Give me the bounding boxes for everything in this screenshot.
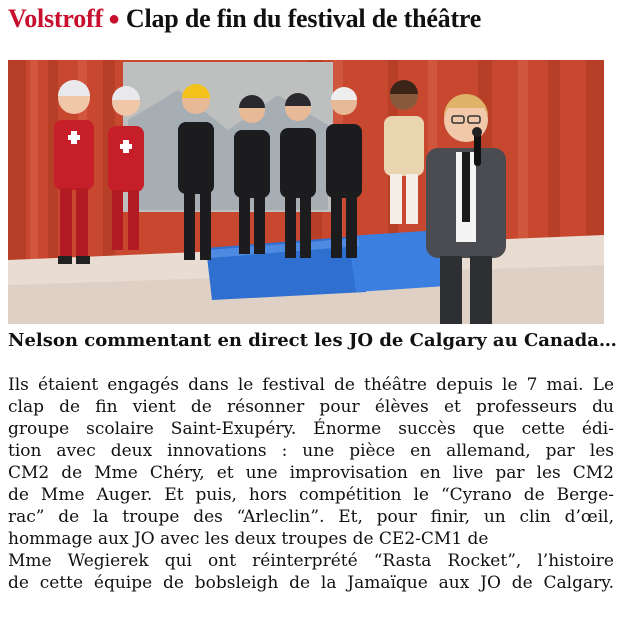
- body-line: clap de fin vient de résonner pour élèves et professeurs du: [8, 397, 614, 417]
- headline-title: Clap de fin du festival de théâtre: [125, 4, 482, 33]
- body-line: Mme Wegierek qui ont réinterprété “Rasta Rocket”, l’histoire: [8, 551, 614, 571]
- body-line: rac” de la troupe des “Arleclin”. Et, pour finir, un clin d’œil,: [8, 507, 614, 527]
- body-line: hommage aux JO avec les deux troupes de CE2-CM1 de: [8, 529, 489, 549]
- stage-photo-illustration: [8, 60, 604, 324]
- photo-caption: Nelson commentant en direct les JO de Calgary au Canada…: [8, 330, 617, 351]
- headline-place: Volstroff: [8, 4, 103, 33]
- body-line: groupe scolaire Saint-Exupéry. Énorme succès que cette édi-: [8, 419, 614, 439]
- article-photo: [8, 60, 604, 324]
- bullet-icon: ●: [107, 8, 120, 30]
- body-line: tion avec deux innovations : une pièce en allemand, par les: [8, 441, 614, 461]
- body-line: CM2 de Mme Chéry, et une improvisation en live par les CM2: [8, 463, 614, 483]
- body-line: de cette équipe de bobsleigh de la Jamaïque aux JO de Calgary.: [8, 573, 614, 593]
- article-body: [8, 374, 614, 594]
- headline: [8, 4, 481, 34]
- body-line: de Mme Auger. Et puis, hors compétition le “Cyrano de Berge-: [8, 485, 614, 505]
- body-line: Ils étaient engagés dans le festival de théâtre depuis le 7 mai. Le: [8, 375, 614, 395]
